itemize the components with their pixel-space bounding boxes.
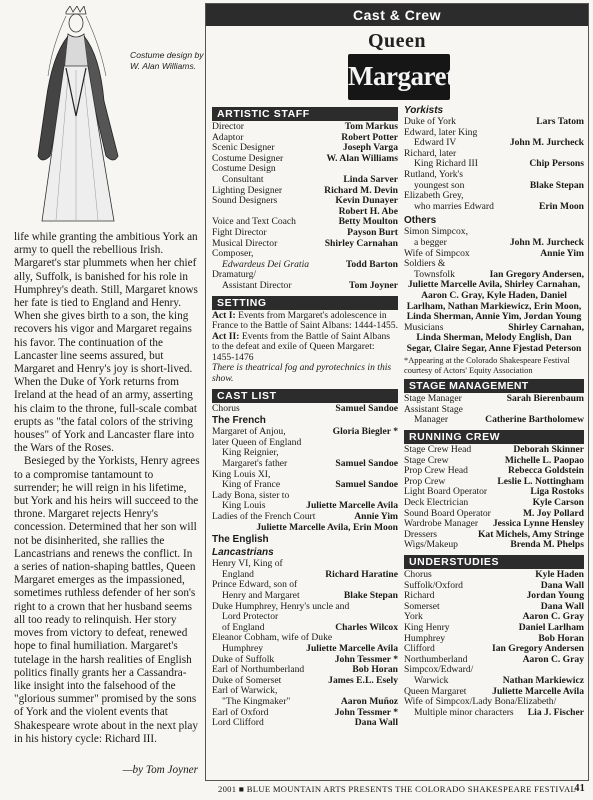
credit-row: [404, 170, 584, 181]
section-heading-cast-list: CAST LIST: [212, 389, 398, 403]
credit-row: [404, 202, 584, 213]
credit-name: Richard M. Devin: [324, 184, 398, 196]
credit-name: Michelle L. Paopao: [504, 454, 584, 466]
credit-row: [404, 708, 584, 719]
credit-name: Bob Horan: [352, 664, 398, 676]
credit-name: Sarah Bierenbaum: [506, 393, 584, 405]
credit-name: M. Joy Pollard: [522, 507, 584, 519]
credit-role: Manager: [414, 414, 449, 426]
artistic-staff-list: [212, 122, 398, 292]
costume-illustration: [14, 6, 204, 231]
credit-name: Daniel Larlham: [518, 621, 584, 633]
page-number: 41: [574, 783, 585, 794]
credit-row: [404, 676, 584, 687]
credit-name: Kyle Haden: [535, 569, 584, 580]
credit-role: Stage Crew: [404, 454, 449, 466]
credit-role: Warwick: [414, 674, 449, 686]
yorkist-cast-list: [404, 117, 584, 212]
credit-role: Somerset: [404, 600, 440, 612]
credit-name: [395, 602, 398, 613]
credit-row: [404, 415, 584, 426]
credit-role: Elizabeth Grey,: [404, 190, 464, 202]
credit-name: Lia J. Fischer: [527, 706, 584, 718]
credit-role: Wife of Simpcox/Lady Bona/Elizabeth/: [404, 696, 557, 708]
credit-role: Queen Margaret: [404, 685, 467, 697]
credit-name: John Tessmer *: [334, 706, 398, 718]
french-cast-list: [212, 427, 398, 522]
credit-role: Wardrobe Manager: [404, 518, 479, 530]
credit-name: Deborah Skinner: [513, 444, 584, 456]
credit-name: Chip Persons: [529, 158, 584, 170]
credit-role: youngest son: [414, 179, 465, 191]
credit-name: Shirley Carnahan: [324, 237, 398, 249]
credit-role: Sound Designers: [212, 195, 278, 207]
credit-name: Kevin Dunayer: [335, 195, 398, 207]
credit-name: Nathan Markiewicz: [502, 674, 584, 686]
credit-name: Payson Burt: [347, 226, 398, 238]
article-text: [14, 231, 200, 746]
credit-role: Dressers: [404, 528, 438, 540]
credit-role: Humphrey: [404, 632, 446, 644]
credit-row: [404, 623, 584, 634]
credit-role: Chorus: [404, 569, 432, 580]
credit-role: Rutland, York's: [404, 168, 464, 180]
credit-role: Deck Electrician: [404, 497, 469, 509]
credit-role: Stage Crew Head: [404, 444, 472, 456]
credit-name: John M. Jurcheck: [509, 236, 584, 248]
costume-sketch-image: [22, 6, 132, 228]
credit-role: Soldiers &: [404, 258, 446, 270]
credit-name: Gloria Biegler *: [332, 426, 398, 438]
credit-name: Aaron Muñoz: [340, 695, 398, 707]
credit-name: Linda Sarver: [343, 173, 398, 185]
credit-role: Voice and Text Coach: [212, 216, 296, 228]
credit-role: Edward IV: [414, 137, 457, 149]
credit-name: Rebecca Goldstein: [508, 465, 584, 477]
credit-role: Director: [212, 121, 244, 132]
credit-name: Juliette Marcelle Avila: [492, 685, 584, 697]
credit-role: King Richard III: [414, 158, 478, 170]
credit-row: [404, 570, 584, 581]
credit-role: Humphrey: [222, 642, 264, 654]
credit-role: Lighting Designer: [212, 184, 283, 196]
credit-role: Composer,: [212, 248, 254, 260]
credit-role: "The Kingmaker": [222, 695, 291, 707]
credit-name: Erin Moon: [538, 200, 584, 212]
costume-caption: Costume design by W. Alan Williams.: [130, 50, 204, 71]
credit-role: Suffolk/Oxford: [404, 579, 463, 591]
credit-role: Richard: [404, 590, 435, 602]
credit-role: England: [222, 568, 254, 580]
subheading-lancastrians: Lancastrians: [212, 547, 274, 559]
credit-row: [212, 122, 398, 133]
credit-role: Assistant Stage: [404, 403, 463, 415]
credit-role: Margaret of Anjou,: [212, 426, 286, 438]
subheading-the-english: The English: [212, 534, 269, 546]
credit-role: Wigs/Makeup: [404, 539, 458, 551]
credit-name: Juliette Marcelle Avila: [306, 500, 398, 512]
section-heading-understudies: UNDERSTUDIES: [404, 555, 584, 569]
credit-name: Kyle Carson: [532, 497, 584, 509]
credit-continuation: Juliette Marcelle Avila, Erin Moon: [256, 521, 398, 533]
credit-name: James E.L. Esely: [328, 674, 398, 686]
credit-name: Aaron C. Gray: [522, 653, 584, 665]
credit-role: Duke Humphrey, Henry's uncle and: [212, 600, 350, 612]
credit-row-musicians: Musicians Shirley Carnahan,: [404, 321, 584, 333]
credit-role: a begger: [414, 236, 447, 248]
credit-name: Aaron C. Gray: [522, 611, 584, 623]
section-heading-running-crew: RUNNING CREW: [404, 430, 584, 444]
credit-role: King Henry: [404, 621, 450, 633]
credit-name: Annie Yim: [354, 511, 398, 522]
credit-role: Prop Crew: [404, 475, 446, 487]
cast-crew-panel: [205, 3, 589, 781]
credit-row: [404, 117, 584, 128]
credit-name: Robert H. Abe: [338, 205, 398, 217]
credit-row: [212, 718, 398, 729]
credit-role: Multiple minor characters: [414, 706, 514, 718]
credit-role: Henry VI, King of: [212, 558, 283, 570]
credit-name: Ian Gregory Andersen: [491, 643, 584, 655]
stage-management-list: [404, 394, 584, 426]
section-heading-artistic-staff: ARTISTIC STAFF: [212, 107, 398, 121]
credit-name: Jordan Young: [526, 590, 584, 602]
credit-name: Juliette Marcelle Avila: [306, 642, 398, 654]
footer-text: 2001 ■ BLUE MOUNTAIN ARTS PRESENTS THE COLORADO SHAKESPEARE FESTIVAL: [217, 784, 577, 794]
credit-row: [212, 512, 398, 523]
credit-name: [581, 170, 584, 181]
equity-note: *Appearing at the Colorado Shakespeare Festival courtesy of Actors' Equity Association: [404, 356, 570, 375]
credit-name: Jessica Lynne Hensley: [492, 518, 584, 530]
article-byline: —by Tom Joyner: [122, 763, 198, 776]
section-heading-stage-management: STAGE MANAGEMENT: [404, 379, 584, 393]
credit-role: Lord Protector: [222, 611, 279, 623]
credit-role: Fight Director: [212, 226, 267, 238]
credit-row-chorus: Chorus Samuel Sandoe: [212, 402, 398, 414]
credit-name: Ian Gregory Andersen,: [489, 268, 584, 280]
credits-column-left: [212, 107, 398, 729]
credit-role: Prince Edward, son of: [212, 579, 298, 591]
credit-name: Bob Horan: [538, 632, 584, 644]
credit-role: Earl of Warwick,: [212, 685, 278, 697]
credit-name: Samuel Sandoe: [335, 479, 398, 491]
credit-role: Margaret's father: [222, 458, 288, 470]
credit-name: Blake Stepan: [343, 589, 398, 601]
credit-name: Liga Rostoks: [530, 486, 584, 498]
page-footer: [205, 784, 589, 794]
credit-name: W. Alan Williams: [326, 152, 398, 164]
credit-role: Assistant Director: [222, 279, 292, 291]
credit-name: Kat Michels, Amy Stringe: [477, 528, 584, 540]
credit-row: [404, 238, 584, 249]
credit-name: John M. Jurcheck: [509, 137, 584, 149]
credit-role: King Louis XI,: [212, 468, 271, 480]
credit-role: Henry and Margaret: [222, 589, 300, 601]
credit-role: Consultant: [222, 173, 264, 185]
others-cast-list: [404, 227, 584, 280]
lancastrian-cast-list: [212, 559, 398, 729]
credit-role: Ladies of the French Court: [212, 511, 316, 522]
credit-row: [212, 228, 398, 239]
article-paragraph: Besieged by the Yorkists, Henry agrees to a compromise tantamount to surrender; he will reign in his lifetime, but York and his heirs will succeed to the throne. Margaret rejects Henry's concession. Determined that her son will not be disinherited, she rallies the Lancastrians and renews the conflict. In a series of nation-shaping battles, Queen Margaret emerges as the impassioned, sometimes ruthless defender of her son's right to a crown that her husband seems all too ready to relinquish. Her story moves from victory to defeat, renewed hope to final humiliation. Margaret's tutelage in the harsh realities of English politics finally grants her a Cassandra-like insight into the falsehood of the "glorious summer" promised by the sons of York and the violent events that Shakespeare wrote about in the next play in his history cycle: Richard III.: [14, 455, 200, 745]
credit-name: Joseph Varga: [342, 142, 398, 154]
credit-name: Catherine Bartholomew: [485, 414, 584, 426]
credit-role: Costume Design: [212, 163, 276, 175]
credit-role: Duke of Somerset: [212, 674, 282, 686]
credit-name: Dana Wall: [540, 600, 584, 612]
play-logo: [206, 26, 588, 104]
credit-role: Dramaturg/: [212, 269, 257, 281]
credit-row: [212, 591, 398, 602]
credit-role: Stage Manager: [404, 393, 462, 405]
credit-role: Richard, later: [404, 147, 457, 159]
credit-continuation: Linda Sherman, Melody English, Dan Segar, Claire Segar, Anne Fjestad Peterson: [406, 332, 582, 354]
credit-name: Tom Joyner: [349, 279, 398, 291]
credit-name: [395, 438, 398, 449]
credit-role: Simpcox/Edward/: [404, 664, 474, 676]
credit-role: Earl of Northumberland: [212, 664, 305, 676]
section-heading-setting: SETTING: [212, 296, 398, 310]
article-paragraph: life while granting the ambitious York an army to quell the rebellious Irish. Margaret's star plummets when her chief ally, Suffolk, is banished for his role in Humphrey's death. Still, Margaret knows her fate is tied to England and Henry. When she gives birth to a son, the king recovers his vigor and Margaret regains his favor. The continuation of the Lancaster line seems assured, but Margaret and Henry's joy is short-lived. When the Duke of York returns from Ireland at the head of an army, asserting his claim to the throne, full-scale combat erupts as "the fatal colors of the striving houses" of York and Lancaster flare into the Wars of the Roses.: [14, 231, 198, 455]
credit-role: Lord Clifford: [212, 717, 264, 729]
credit-role: later Queen of England: [212, 436, 302, 448]
credit-row: [404, 540, 584, 551]
setting-act-2: Act II: Events from the Battle of Saint Albans to the defeat and exile of Queen Margaret: 1455-1476: [212, 330, 390, 363]
setting-act-1: Act I: Events from Margaret's adolescence in France to the Battle of Saint Albans: 1444-1455.: [212, 309, 398, 332]
credit-continuation: Juliette Marcelle Avila, Shirley Carnahan, Aaron C. Gray, Kyle Haden, Daniel Larlham, Nathan Markiewicz, Erin Moon, Linda Sherman, Annie Yim, Jordan Young: [406, 279, 582, 323]
credit-name: Tom Markus: [344, 121, 398, 132]
credit-role: Northumberland: [404, 653, 468, 665]
understudies-list: [404, 570, 584, 718]
credit-role: Prop Crew Head: [404, 465, 468, 477]
panel-banner: Cast & Crew: [206, 4, 588, 26]
credit-name: Charles Wilcox: [335, 621, 398, 633]
credit-row: [212, 644, 398, 655]
credit-role: Scenic Designer: [212, 142, 275, 154]
credit-name: Betty Moulton: [338, 216, 398, 228]
credit-name: Leslie L. Nottingham: [497, 475, 584, 487]
credit-role: Earl of Oxford: [212, 706, 269, 718]
credit-role: King Reignier,: [222, 447, 279, 459]
setting-note: There is theatrical fog and pyrotechnics in this show.: [212, 362, 392, 385]
subheading-others: Others: [404, 215, 437, 227]
credit-role: Duke of Suffolk: [212, 653, 275, 665]
credit-role: Clifford: [404, 643, 435, 655]
credit-role: King of France: [222, 479, 281, 491]
credit-name: Todd Barton: [345, 258, 398, 270]
credit-name: Lars Tatom: [536, 116, 584, 127]
credit-role: Simon Simpcox,: [404, 226, 468, 238]
credit-role: Wife of Simpcox: [404, 247, 470, 259]
credit-role: who marries Edward: [414, 200, 494, 212]
credit-row: [212, 697, 398, 708]
logo-margaret: Margaret: [348, 54, 450, 100]
credit-role: Eleanor Cobham, wife of Duke: [212, 632, 333, 644]
credit-role: Sound Board Operator: [404, 507, 491, 519]
credit-row: [212, 281, 398, 292]
credit-role: Duke of York: [404, 116, 456, 127]
credit-name: Blake Stepan: [529, 179, 584, 191]
credit-role: Light Board Operator: [404, 486, 488, 498]
credit-name: Samuel Sandoe: [335, 458, 398, 470]
credit-role: Lady Bona, sister to: [212, 489, 290, 501]
running-crew-list: [404, 445, 584, 551]
subheading-yorkists: Yorkists: [404, 105, 444, 116]
credit-role: Musical Director: [212, 237, 278, 249]
credit-name: Dana Wall: [354, 717, 398, 729]
credit-name: John Tessmer *: [334, 653, 398, 665]
credit-role: King Louis: [222, 500, 266, 512]
credit-role: Edward, later King: [404, 126, 478, 138]
credit-name: Dana Wall: [540, 579, 584, 591]
credit-name: Annie Yim: [540, 247, 584, 259]
credit-role: Edwardeus Dei Gratia: [222, 258, 310, 270]
credit-role: Costume Designer: [212, 152, 284, 164]
credit-name: Robert Potter: [341, 131, 398, 143]
credit-role: of England: [222, 621, 265, 633]
credit-name: Brenda M. Phelps: [510, 539, 584, 551]
credit-role: Townsfolk: [414, 268, 455, 280]
credit-name: Richard Haratine: [325, 568, 398, 580]
article-column: [14, 6, 204, 776]
credit-row: [212, 175, 398, 186]
credits-column-right: [404, 107, 584, 718]
credit-role: York: [404, 611, 423, 623]
logo-queen: Queen: [367, 30, 427, 52]
subheading-the-french: The French: [212, 415, 266, 427]
credit-role: Adaptor: [212, 131, 244, 143]
